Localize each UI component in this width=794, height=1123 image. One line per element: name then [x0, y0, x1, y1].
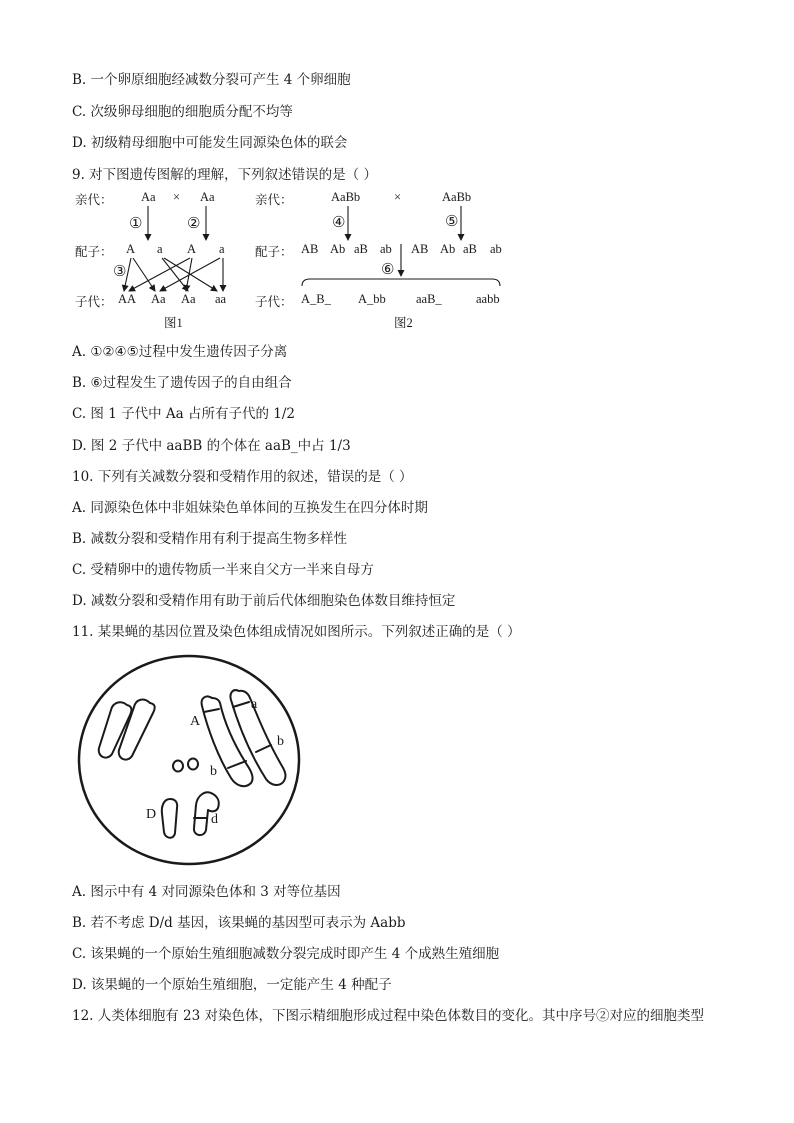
- fig2-gamete-6: Ab: [440, 242, 456, 256]
- label-gene-D: D: [146, 807, 157, 822]
- gene-band-A: [204, 709, 219, 712]
- fig1-parent-label: 亲代：: [75, 193, 113, 207]
- gene-band-a: [233, 702, 249, 707]
- chromosome-dot-1: [173, 761, 183, 772]
- q10-option-a: A. 同源染色体中非姐妹染色单体间的互换发生在四分体时期: [72, 500, 428, 516]
- fig2-offspring-label: 子代：: [255, 295, 293, 309]
- fig2-gamete-8: ab: [490, 242, 502, 256]
- fig2-gamete-3: aB: [354, 242, 368, 256]
- q9-stem: 9. 对下图遗传图解的理解，下列叙述错误的是（ ）: [72, 167, 377, 183]
- fig1-gamete-4: a: [219, 242, 225, 256]
- fig2-offspring-4: aabb: [476, 292, 500, 306]
- gene-band: [228, 761, 246, 768]
- fig1-gamete-label: 配子：: [75, 245, 113, 259]
- q11-stem: 11. 某果蝇的基因位置及染色体组成情况如图所示。下列叙述正确的是（ ）: [72, 624, 521, 640]
- fig2-gamete-7: aB: [463, 242, 477, 256]
- fig1-offspring-2: Aa: [151, 292, 166, 306]
- q11-option-a: A. 图示中有 4 对同源染色体和 3 对等位基因: [72, 884, 341, 900]
- chromosome-D: [162, 799, 177, 838]
- step-5-label: ⑤: [445, 214, 459, 230]
- label-gene-d: d: [211, 812, 218, 827]
- q10-option-d: D. 减数分裂和受精作用有助于前后代体细胞染色体数目维持恒定: [72, 593, 456, 609]
- label-gene-A: A: [190, 714, 201, 729]
- label-gene-b-2: b: [210, 764, 217, 779]
- step-6-label: ⑥: [381, 262, 395, 278]
- fig2-parent-label: 亲代：: [255, 193, 293, 207]
- fig2-offspring-3: aaB_: [416, 292, 442, 306]
- fig2-gamete-4: ab: [380, 242, 392, 256]
- fig1-gamete-2: a: [157, 242, 163, 256]
- step-1-label: ①: [129, 216, 143, 232]
- option-d-prev: D. 初级精母细胞中可能发生同源染色体的联会: [72, 135, 348, 151]
- fig1-gamete-3: A: [187, 242, 197, 256]
- q11-option-d: D. 该果蝇的一个原始生殖细胞，一定能产生 4 种配子: [72, 977, 392, 993]
- fig1-parent-1: Aa: [141, 190, 156, 204]
- fig2-gamete-1: AB: [301, 242, 319, 256]
- q11-option-b: B. 若不考虑 D/d 基因，该果蝇的基因型可表示为 Aabb: [72, 915, 406, 931]
- fig1-caption: 图1: [164, 316, 183, 330]
- fig2-cross-sign: ×: [394, 190, 402, 204]
- q9-option-b: B. ⑥过程发生了遗传因子的自由组合: [72, 375, 292, 391]
- q11-option-c: C. 该果蝇的一个原始生殖细胞减数分裂完成时即产生 4 个成熟生殖细胞: [72, 946, 500, 962]
- q9-option-c: C. 图 1 子代中 Aa 占所有子代的 1/2: [72, 406, 296, 422]
- fig1-offspring-4: aa: [215, 292, 227, 306]
- q10-option-c: C. 受精卵中的遗传物质一半来自父方一半来自母方: [72, 562, 374, 578]
- q10-option-b: B. 减数分裂和受精作用有利于提高生物多样性: [72, 531, 348, 547]
- q10-stem: 10. 下列有关减数分裂和受精作用的叙述，错误的是（ ）: [72, 469, 413, 485]
- fig2-gamete-label: 配子：: [255, 245, 293, 259]
- fig2-parent-2: AaBb: [442, 190, 472, 204]
- fig1-parent-2: Aa: [200, 190, 215, 204]
- fig2-offspring-2: A_bb: [358, 292, 386, 306]
- fig1-gamete-1: A: [126, 242, 136, 256]
- step-2-label: ②: [187, 216, 201, 232]
- label-gene-a: a: [251, 697, 258, 712]
- chromosome-dot-2: [188, 759, 198, 770]
- label-gene-b-1: b: [277, 734, 284, 749]
- option-b-prev: B. 一个卵原细胞经减数分裂可产生 4 个卵细胞: [72, 72, 351, 88]
- step-4-label: ④: [332, 215, 346, 231]
- fig1-offspring-1: AA: [118, 292, 137, 306]
- option-c-prev: C. 次级卵母细胞的细胞质分配不均等: [72, 104, 293, 120]
- fig1-offspring-label: 子代：: [75, 295, 113, 309]
- gene-band-b: [256, 745, 271, 752]
- fig2-offspring-1: A_B_: [301, 292, 331, 306]
- fig2-gamete-2: Ab: [330, 242, 346, 256]
- q12-stem: 12. 人类体细胞有 23 对染色体，下图示精细胞形成过程中染色体数目的变化。其中序号②对应的细胞类型: [72, 1008, 705, 1024]
- fig2-parent-1: AaBb: [331, 190, 361, 204]
- fig1-cross-sign: ×: [173, 190, 181, 204]
- q9-option-d: D. 图 2 子代中 aaBB 的个体在 aaB_中占 1/3: [72, 438, 351, 454]
- q9-option-a: A. ①②④⑤过程中发生遗传因子分离: [72, 344, 288, 360]
- fig2-gamete-5: AB: [411, 242, 429, 256]
- fig2-caption: 图2: [394, 316, 413, 330]
- step-3-label: ③: [113, 264, 127, 280]
- fig1-offspring-3: Aa: [181, 292, 196, 306]
